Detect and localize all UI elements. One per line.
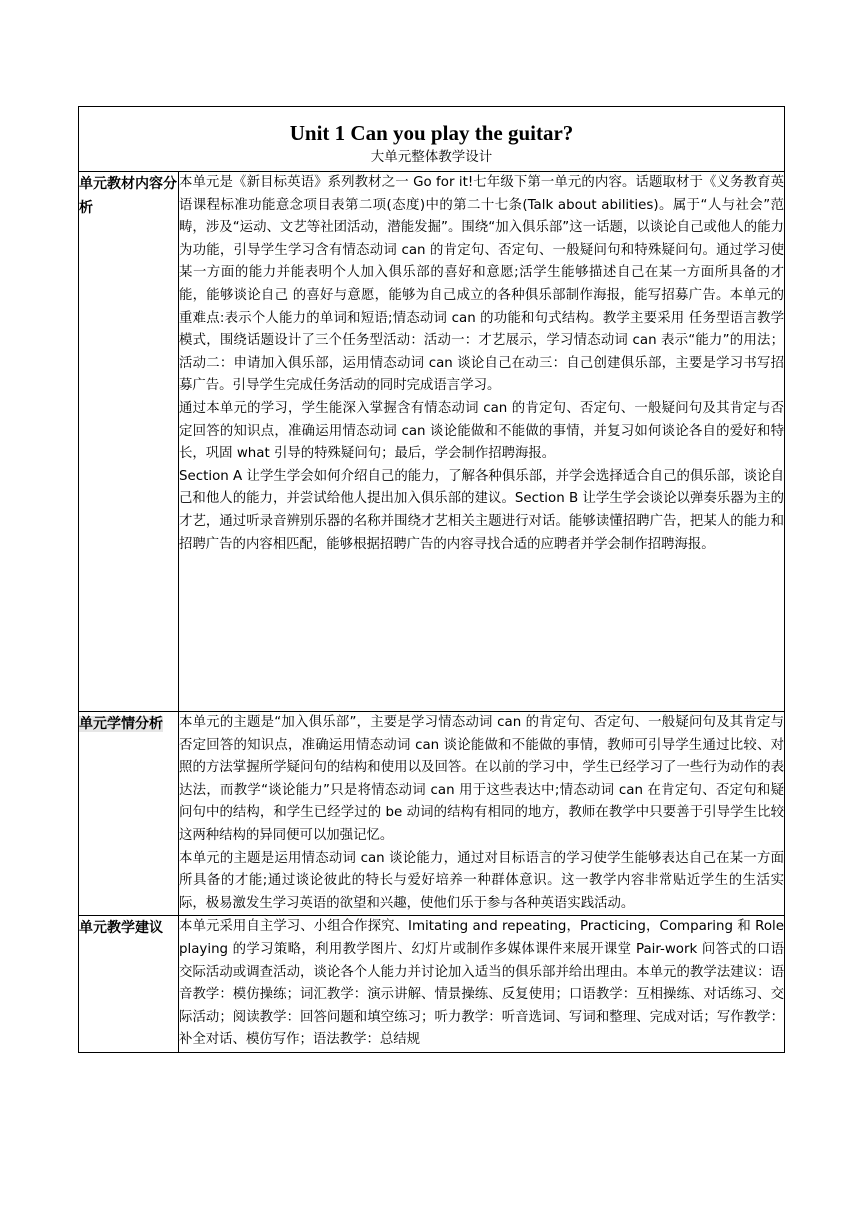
row-content-cell bbox=[179, 172, 785, 712]
row-label: 单元学情分析 bbox=[79, 716, 163, 732]
row-content-cell bbox=[179, 916, 785, 1053]
row-label-cell bbox=[79, 712, 179, 916]
paragraph: 本单元的主题是“加入俱乐部”，主要是学习情态动词 can 的肯定句、否定句、一般疑问句及其肯定与否定回答的知识点，准确运用情态动词 can 谈论能做和不能做的事情，教师可引导学生通过比较、对照的方法掌握所学疑问句的结构和使用以及回答。在以前的学习中，学生已经学习了一些行为动作的表达法，而教学“谈论能力”只是将情态动词 can 用于这些表达中;情态动词 can 在肯定句、否定句和疑问句中的结构，和学生已经学过的 be 动词的结构有相同的地方，教师在教学中只要善于引导学生比较这两种结构的异同便可以加强记忆。 bbox=[179, 715, 784, 843]
paragraph: 通过本单元的学习，学生能深入掌握含有情态动词 can 的肯定句、否定句、一般疑问句及其肯定与否定回答的知识点，准确运用情态动词 can 谈论能做和不能做的事情，并复习如何谈论各自的爱好和特长，巩固 what 引导的特殊疑问句；最后，学会制作招聘海报。 bbox=[179, 400, 784, 462]
table-row-student-analysis bbox=[79, 712, 785, 916]
document-page bbox=[78, 106, 784, 1053]
row-label-cell bbox=[79, 916, 179, 1053]
title-row bbox=[79, 107, 785, 172]
table-row-teaching-suggestions bbox=[79, 916, 785, 1053]
row-label-cell bbox=[79, 172, 179, 712]
title-cell bbox=[79, 107, 785, 172]
document-title: Unit 1 Can you play the guitar? bbox=[289, 121, 574, 145]
lesson-plan-table bbox=[78, 106, 785, 1053]
paragraph: 本单元是《新目标英语》系列教材之一 Go for it!七年级下第一单元的内容。话题取材于《义务教育英语课程标准功能意念项目表第二项(态度)中的第二十七条(Talk about abilities)。属于“人与社会”范畴，涉及“运动、文艺等社团活动，潜能发掘”。围绕“加入俱乐部”这一话题，以谈论自己或他人的能力为功能，引导学生学习含有情态动词 can 的肯定句、否定句、一般疑问句和特殊疑问句。通过学习使某一方面的能力并能表明个人加入俱乐部的喜好和意愿;活学生能够描述自己在某一方面所具备的才能，能够谈论自己 的喜好与意愿，能够为自己成立的各种俱乐部制作海报，能写招募广告。本单元的重难点:表示个人能力的单词和短语;情态动词 can 的功能和句式结构。教学主要采用 任务型语言教学模式，围绕话题设计了三个任务型活动：活动一：才艺展示，学习情态动词 can 表示“能力”的用法；活动二：申请加入俱乐部，运用情态动词 can 谈论自己在动三：自己创建俱乐部，主要是学习书写招募广告。引导学生完成任务活动的同时完成语言学习。 bbox=[179, 175, 784, 394]
row-label: 单元教材内容分析 bbox=[79, 176, 177, 216]
paragraph: Section A 让学生学会如何介绍自己的能力，了解各种俱乐部，并学会选择适合自己的俱乐部，谈论自己和他人的能力，并尝试给他人提出加入俱乐部的建议。Section B 让学生学会谈论以弹奏乐器为主的才艺，通过听录音辨别乐器的名称并围绕才艺相关主题进行对话。能够读懂招聘广告，把某人的能力和招聘广告的内容相匹配，能够根据招聘广告的内容寻找合适的应聘者并学会制作招聘海报。 bbox=[179, 468, 784, 552]
paragraph: 本单元的主题是运用情态动词 can 谈论能力，通过对目标语言的学习使学生能够表达自己在某一方面所具备的才能;通过谈论彼此的特长与爱好培养一种群体意识。这一教学内容非常贴近学生的生活实际，极易激发生学习英语的欲望和兴趣，使他们乐于参与各种英语实践活动。 bbox=[179, 850, 784, 911]
row-label: 单元教学建议 bbox=[79, 920, 163, 937]
table-row-content-analysis bbox=[79, 172, 785, 712]
row-content-cell bbox=[179, 712, 785, 916]
paragraph: 本单元采用自主学习、小组合作探究、Imitating and repeating，Practicing，Comparing 和 Role playing 的学习策略，利用教学图片、幻灯片或制作多媒体课件来展开课堂 Pair-work 问答式的口语交际活动或调查活动，谈论各个人能力并讨论加入适当的俱乐部并给出理由。本单元的教学法建议：语音教学：模仿操练；词汇教学：演示讲解、情景操练、反复使用；口语教学：互相操练、对话练习、交际活动；阅读教学：回答问题和填空练习；听力教学：听音选词、写词和整理、完成对话；写作教学：补全对话、模仿写作；语法教学：总结规 bbox=[179, 919, 784, 1048]
document-subtitle: 大单元整体教学设计 bbox=[370, 149, 493, 165]
